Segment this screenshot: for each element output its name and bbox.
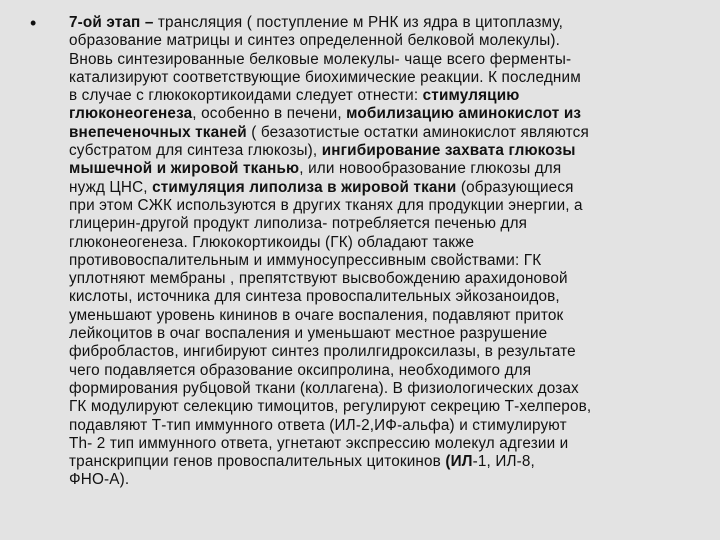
text-segment: глицерин-другой продукт липолиза- потребляется печенью для xyxy=(69,215,528,233)
text-line xyxy=(69,453,707,471)
text-line xyxy=(69,270,707,288)
text-line xyxy=(69,343,707,361)
bullet-point: • xyxy=(30,13,37,33)
bold-text: стимуляция липолиза в жировой ткани xyxy=(152,178,457,196)
text-segment: нужд ЦНС, xyxy=(69,178,153,196)
bold-text: стимуляцию xyxy=(422,87,520,105)
text-line xyxy=(69,380,707,398)
text-line xyxy=(69,234,707,252)
text-segment: катализируют соответствующие биохимические реакции. К последним xyxy=(69,68,581,86)
text-line xyxy=(69,325,707,343)
paragraph xyxy=(69,14,707,490)
text-segment: -1, ИЛ-8, xyxy=(472,453,535,471)
text-segment: фибробластов, ингибируют синтез пролилгидроксилазы, в результате xyxy=(69,343,576,361)
text-segment: ( безазотистые остатки аминокислот являются xyxy=(246,123,589,141)
text-segment: Вновь синтезированные белковые молекулы- чаще всего ферменты- xyxy=(69,50,572,68)
text-segment: транскрипции генов провоспалительных цитокинов xyxy=(69,453,446,471)
text-line xyxy=(69,14,707,32)
text-line xyxy=(69,471,707,489)
text-segment: образование матрицы и синтез определенной белковой молекулы). xyxy=(69,32,561,50)
bold-text: внепеченочных тканей xyxy=(69,123,247,141)
text-segment: , или новообразование глюкозы для xyxy=(299,160,562,178)
text-segment: при этом СЖК используются в других тканях для продукции энергии, а xyxy=(69,196,583,214)
text-line xyxy=(69,362,707,380)
text-line xyxy=(69,307,707,325)
bold-text: 7-ой этап – xyxy=(69,14,158,31)
text-line xyxy=(69,69,707,87)
text-line xyxy=(69,32,707,50)
text-line xyxy=(69,417,707,435)
text-segment: ФНО-А). xyxy=(69,471,130,489)
text-segment: формирования рубцовой ткани (коллагена). В физиологических дозах xyxy=(69,379,579,397)
text-segment: кислоты, источника для синтеза провоспалительных эйкозаноидов, xyxy=(69,288,560,306)
text-segment: глюконеогенеза. Глюкокортикоиды (ГК) обладают также xyxy=(69,233,475,251)
text-line xyxy=(69,197,707,215)
text-line xyxy=(69,51,707,69)
text-segment: , особенно в печени, xyxy=(192,105,347,123)
bold-text: мобилизацию аминокислот из xyxy=(346,105,582,123)
text-segment: трансляция ( поступление м РНК из ядра в цитоплазму, xyxy=(157,14,564,31)
text-line xyxy=(69,105,707,123)
text-segment: уплотняют мембраны , препятствуют высвобождению арахидоновой xyxy=(69,270,568,288)
bold-text: глюконеогенеза xyxy=(69,105,193,123)
bold-text: (ИЛ xyxy=(445,453,473,471)
text-segment: лейкоцитов в очаг воспаления и уменьшают местное разрушение xyxy=(69,325,548,343)
text-line xyxy=(69,124,707,142)
text-segment: ГК модулируют селекцию тимоцитов, регулируют секрецию Т-хелперов, xyxy=(69,398,592,416)
text-line xyxy=(69,435,707,453)
text-line xyxy=(69,142,707,160)
text-segment: уменьшают уровень кининов в очаге воспаления, подавляют приток xyxy=(69,306,564,324)
text-segment: (образующиеся xyxy=(456,178,574,196)
bold-text: мышечной и жировой тканью xyxy=(69,160,300,178)
text-segment: в случае с глюкокортикоидами следует отнести: xyxy=(69,87,423,105)
text-line xyxy=(69,252,707,270)
text-line xyxy=(69,179,707,197)
text-segment: субстратом для синтеза глюкозы), xyxy=(69,142,322,160)
text-line xyxy=(69,87,707,105)
text-segment: Th- 2 тип иммунного ответа, угнетают экспрессию молекул адгезии и xyxy=(69,434,569,452)
text-segment: подавляют Т-тип иммунного ответа (ИЛ-2,ИФ-альфа) и стимулируют xyxy=(69,416,567,434)
text-line xyxy=(69,160,707,178)
bold-text: ингибирование захвата глюкозы xyxy=(321,142,576,160)
text-line xyxy=(69,215,707,233)
text-line xyxy=(69,288,707,306)
text-segment: противовоспалительным и иммуносупрессивным свойствами: ГК xyxy=(69,251,542,269)
text-segment: чего подавляется образование оксипролина, необходимого для xyxy=(69,361,532,379)
text-line xyxy=(69,398,707,416)
